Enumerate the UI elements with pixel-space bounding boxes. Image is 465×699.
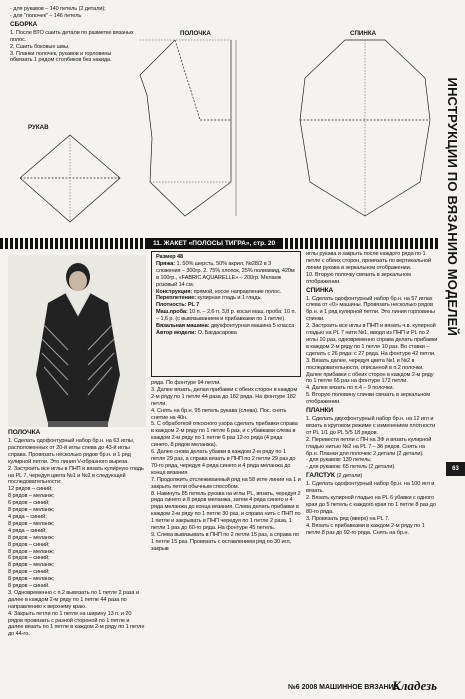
interlacing-text: кулирная гладь и 1 гладь. <box>197 295 262 302</box>
list-item: 12 рядов – синий; <box>8 486 53 493</box>
text-line: 2. Сшить боковые швы. <box>10 43 70 50</box>
paragraph: 4. Вязать с прибавками в каждом 2-м ряду по 1 петле 8 раз до 92-го ряда. Снять на бр.н. <box>306 522 425 536</box>
machine-text: двухфонтурная машина 5 класса <box>210 323 295 330</box>
paragraph: 4. Далее вязать по п.4 – 9 полочки. <box>306 385 394 392</box>
list-item: 8 рядов – меланж; <box>8 576 55 583</box>
side-title <box>441 6 463 336</box>
diagram-label-back: СПИНКА <box>350 30 377 37</box>
text-line: - для рукавов – 140 петель (2 детали); <box>10 6 106 12</box>
middle-column <box>151 380 301 553</box>
diagram-label-sleeve: РУКАВ <box>28 124 49 131</box>
list-item: 8 рядов – меланж; <box>8 534 55 541</box>
yarn-text: 1. 50% шерсть, 50% акрил, №28/2 в 3 сложения – 300гр. 2. 75% хлопок, 25% полиамид, 420м в 100гр., «FABRIC AQUARELLE» – 200гр. Меланж розовый 14 см. <box>156 260 295 288</box>
paragraph: 8. Накинуть 85 петель рукава на иглы PL, вязать, чередуя 2 ряда синего и 8 рядов меланжа, затем 4 ряда синего и 4 ряда меланжа до конца вязания. Слева делать прибавки в каждом 2-м ряду по 1 петле 30 раз, и справа нить с ПНП по 1 петле и закрывать в ПНП чередуя по 1 петле 2 раза, 1 петли 1 раз до 60-го ряда. На фонтуре 45 петель. <box>151 490 301 532</box>
section-heading: ГАЛСТУК <box>306 472 335 480</box>
diagram-label-front: ПОЛОЧКА <box>180 30 211 37</box>
section-heading: СПИНКА <box>306 286 334 294</box>
paragraph: 1. Сделать одофонтурный набор бр.н. на 57 иглах слева от «0» машины. Провязать несколько рядов бр.н. и 1 ряд кулирной петли. Это линия горловины спинки. <box>306 295 435 323</box>
back-diagram <box>300 40 430 216</box>
section-heading: ПОЛОЧКА <box>8 429 41 436</box>
paragraph: 3. Далее вязать, делая прибавки с обеих сторон в каждом 2-м ряду по 1 петле 44 раза до 182 ряда. На фонтуре 182 петли. <box>151 386 298 407</box>
paragraph: 6. Далее снова делать убавки в каждом 2-м ряду по 1 петле 29 раз, а справа вязать в ПНП по 2 петли 29 раз до 70-го ряда, чередуя 4 ряда синего и 4 ряда меланжа до конца вязания. <box>151 449 296 476</box>
paragraph: 4. Закрыть петли по 1 петле на ширину 13 п. и 20 рядов провязать с разной стороной по 1 петле и далее вязать по 1 петле в каждом 2-м ряду по 1 петле до 44-го. <box>8 610 145 638</box>
paragraph: 2. Вязать кулирной гладью на PL 6 убавки с одного края до 5 петель с каждого края по 1 петле 8 раз до 80-го ряда. <box>306 495 436 515</box>
specs-box <box>151 251 301 377</box>
paragraph: 3. Одновременно с п.2 вывязать по 1 петле 2 раза и далее в каждом 2-м ряду по 1 петле 44 раза по направлению к верхнему краю. <box>8 589 139 610</box>
paragraph: иглы рукава и закрыть после каждого ряда по 1 петле с обеих сторон, провязать по вертикальной линии рукава в зеркальном отображении. <box>306 251 431 271</box>
list-item: 4 ряда – синий; <box>8 527 47 534</box>
interlacing-label: Переплетение: <box>156 295 196 302</box>
list-item: 8 рядов – синий; <box>8 541 50 548</box>
pattern-diagrams <box>0 0 440 236</box>
footer-text: №6 2008 МАШИННОЕ ВЯЗАНИЕ <box>288 684 399 691</box>
paragraph: 2. Перевести петли с ПН на ЗФ и вязать кулирной гладью нитью №2 на PL 7 – 36 рядов. Снять на бр.н. Планки для полочек: 2 детали (2 детали). <box>306 436 432 457</box>
gauge-text: 10 п. – 2,6 п. 3,8 р. косая маш. проба: 10 п. – 1,6 р. (с вывязыванием и прибавками по 1 петле). <box>156 309 296 323</box>
paragraph: 5. Вторую половину спинки связать в зеркальном отображении. <box>306 392 430 406</box>
list-item: 8 рядов – меланж; <box>8 548 55 555</box>
list-item: 8 рядов – меланж; <box>8 493 55 500</box>
list-item: 8 рядов – меланж; <box>8 562 55 569</box>
list-item: 4 ряда – синий; <box>8 513 47 520</box>
paragraph: 1. Сделать одофонтурный набор бр.н. на 63 иглы, расположенных от 20-й иглы слева до 43-й иглы справа. Провязать несколько рядов бр.н. и 1 ряд кулирной петли. Это линия V-образного выреза. <box>8 438 135 465</box>
section-heading: ПЛАНКИ <box>306 407 334 415</box>
right-column <box>306 251 438 537</box>
heading-note: (2 детали) <box>336 473 363 480</box>
sweater-illustration <box>8 255 146 427</box>
paragraph: 4. Снять на бр.н. 95 петель рукава (слева). Пос. снять снятие на 40н. <box>151 407 287 421</box>
paragraph: 1. Сделать двухфонтурный набор бр.н. на 12 игл и вязать в круговом режиме с изменением плотности от PL 1/1 до PL 5/5 18 рядов. <box>306 416 436 436</box>
paragraph: 10. Вторую полочку связать в зеркальном отображении. <box>306 271 411 285</box>
machine-label: Вязальная машина: <box>156 323 210 330</box>
sleeve-diagram <box>20 135 120 222</box>
list-item: 8 рядов – меланж; <box>8 507 55 514</box>
list-item: 8 рядов – меланж; <box>8 520 55 527</box>
paragraph: - для рукавов: 130 петель; <box>306 457 372 464</box>
paragraph: 5. С обработкой откосного узора сделать прибавки справа в каждом 2-м ряду по 1 петле 6 раз, и с убавками слева в каждом 2-м ряду по 1 петле 6 раз 12-го ряда (4 ряда синего, 8 рядов меланжа). <box>151 421 298 449</box>
list-item: 8 рядов – синий; <box>8 569 50 576</box>
construction-label: Конструкция: <box>156 288 193 295</box>
yarn-label: Пряжа: <box>156 260 176 267</box>
paragraph: 7. Продолжить отслеживаемый ряд на 58 игле линии на 1 и закрыть петли обычным способом. <box>151 476 301 490</box>
text-line: 1. Послe ВТО сшить детали по разметке вязаных полос. <box>10 29 134 43</box>
size-label: Размер <box>156 254 176 260</box>
text-line: 3. Планки полочек, рукавов и горловины обвязать 1 рядом столбиков без накида. <box>10 50 112 64</box>
author-label: Автор модели: <box>156 329 197 336</box>
paragraph: ряда. По фонтуре 94 петли. <box>151 380 221 386</box>
text-line: - для "полочек" – 146 петель <box>10 12 82 19</box>
paragraph: 9. Слева вывязывать в ПНП по 2 петли 15 раз, а справа по 1 петле 15 раз. Провязать с оставлением ряд по 30 игл, закрыв <box>151 531 299 552</box>
page-number-tab: 63 <box>446 462 465 476</box>
paragraph: 2. Застроить все иглы в ПНП и вязать кулирную гладь на PL 7, чередуя цвета №1 и №2 в следующей последовательности: <box>8 465 144 486</box>
model-photo <box>8 255 146 427</box>
gauge-label: Маш.проба: <box>156 309 188 316</box>
list-item: 6 рядов – синий; <box>8 555 50 562</box>
side-title-text: ИНСТРУКЦИИ ПО ВЯЗАНИЮ МОДЕЛЕЙ <box>445 77 460 336</box>
paragraph: 3. Провязать ряд (вверх) на PL 7. <box>306 515 390 522</box>
model-title: 11. ЖАКЕТ «ПОЛОСЫ ТИГРА», стр. 20 <box>148 238 280 249</box>
size-value: 48 <box>177 254 184 260</box>
list-item: 8 рядов – синий. <box>8 583 50 590</box>
paragraph: 3. Вязать далее, чередуя цвета №1 и №2 в последовательности, описанной в п.2 полочки. Далее прибавки с обеих сторон в каждом 2-м ряду по 1 петле 65 раз на фонтуре 172 петли. <box>306 357 434 385</box>
paragraph: 1. Сделать одофонтурный набор бр.н. на 100 игл и вязать. <box>306 481 435 495</box>
density-label: Плотность: PL 7 <box>156 302 200 309</box>
brand-logo: Кладезь <box>392 678 438 693</box>
left-column <box>8 428 146 638</box>
list-item: 6 рядов – синий; <box>8 500 50 507</box>
paragraph: 2. Застроить все иглы в ПНП и вязать ч.в. кулирной гладью на PL 7 нити №1, вводя из ПНП и PL по 2 иглы 10 раз, одновременно справа делать прибавки в каждом 2-м ряду по 1 петле 10 раз. Во ставки – сделать с 26 ряда: с 27 ряда. На фонтуре 42 петли. <box>306 323 438 357</box>
author-text: О. Багдасарова <box>197 329 237 336</box>
front-diagram <box>140 40 236 216</box>
construction-text: прямой, косое направление полос. <box>193 288 282 295</box>
paragraph: - для рукавов: 65 петель (2 детали). <box>306 464 396 471</box>
section-heading: СБОРКА <box>10 20 38 28</box>
